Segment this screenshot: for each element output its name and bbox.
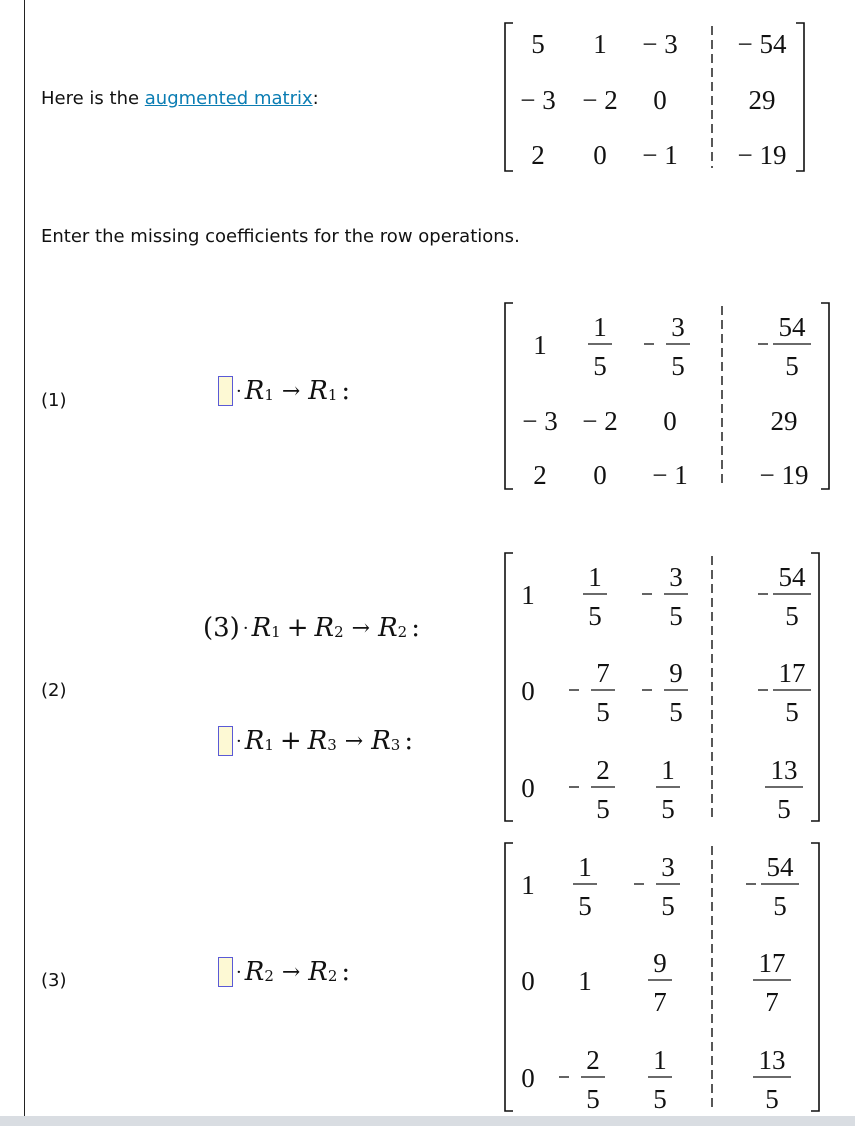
matrix-value: − 3 [642,29,678,59]
matrix-value: 0 [593,460,607,490]
step-1-matrix [503,302,833,490]
intro-text [41,88,319,109]
matrix-cell [521,773,535,803]
matrix-value: − 1 [652,460,688,490]
fraction-numerator: 3 [661,852,675,882]
instruction-text: Enter the missing coefficients for the row operations. [41,226,520,247]
plus-sign: + [286,613,309,643]
fraction-numerator: 1 [593,312,607,342]
right-bracket [821,303,829,489]
fraction-denominator: 5 [785,601,799,631]
row-index: 1 [271,623,281,641]
matrix-value: − 3 [522,406,558,436]
row-index: 2 [334,623,344,641]
matrix-row [521,1045,791,1114]
step-1-label: (1) [41,390,67,411]
matrix-cell [521,676,535,706]
row-symbol: R [251,613,272,643]
fraction-numerator: 17 [778,658,806,688]
matrix-cell [738,29,787,59]
left-bracket [505,303,513,489]
matrix-cell [593,460,607,490]
matrix-value: − 2 [582,406,618,436]
matrix-cell [588,312,612,381]
fraction-denominator: 5 [785,351,799,381]
matrix-cell [765,755,803,824]
matrix-cell [521,1063,535,1093]
fraction-numerator: 3 [671,312,685,342]
fraction-numerator: 1 [578,852,592,882]
step-2-operation-b: · R $_1$ + R $_3$ → R $_3$ : [218,726,413,756]
matrix-value: 1 [521,870,535,900]
left-bracket [505,23,513,171]
step-3-coefficient-input[interactable] [218,957,233,987]
matrix-value: − 19 [737,140,787,170]
matrix-cell [573,852,597,921]
matrix-cell [583,562,607,631]
matrix-cell [758,562,811,631]
fraction-numerator: 54 [766,852,794,882]
matrix-cell [653,85,667,115]
matrix-cell [578,966,592,996]
fraction-numerator: 13 [758,1045,786,1075]
operation-colon: : [411,613,420,643]
fraction-denominator: 5 [671,351,685,381]
matrix-value: − 3 [520,85,556,115]
matrix-cell [642,29,677,59]
matrix-cell [531,29,545,59]
bottom-scroll-area [0,1116,855,1126]
matrix-cell [644,312,690,381]
operation-colon: : [341,957,351,987]
row-index: 1 [327,386,338,404]
matrix-row [521,658,811,727]
fraction-denominator: 5 [596,697,610,727]
row-index: 3 [327,736,337,754]
matrix-value: − 19 [759,460,809,490]
step-3-matrix [503,842,823,1112]
step-2-label: (2) [41,680,67,701]
step-1-coefficient-input[interactable] [218,376,233,406]
step-3-label: (3) [41,970,67,991]
matrix-cell [569,755,615,824]
intro-suffix: : [312,88,319,109]
fraction-denominator: 5 [596,794,610,824]
step-2-coefficient-value: (3) [203,613,240,643]
matrix-cell [521,870,535,900]
fraction-numerator: 9 [669,658,683,688]
matrix-cell [753,1045,791,1114]
fraction-denominator: 7 [765,987,779,1017]
matrix-row [521,755,803,824]
fraction-denominator: 5 [765,1084,779,1114]
row-index: 2 [264,967,274,985]
fraction-numerator: 1 [661,755,675,785]
step-3-operation: · R $_2$ → R $_2$ : [218,957,350,987]
fraction-numerator: 2 [586,1045,600,1075]
row-symbol: R [244,726,265,756]
matrix-row [531,140,786,170]
operation-colon: : [341,376,351,406]
matrix-value: − 1 [642,140,678,170]
row-symbol: R [308,376,328,406]
matrix-cell [533,330,547,360]
matrix-value: 2 [533,460,547,490]
fraction-denominator: 5 [669,697,683,727]
left-bracket [505,553,513,821]
step-1-operation: · R $_1$ → R $_1$ : [218,376,350,406]
right-bracket [796,23,804,171]
matrix-value: 1 [521,580,535,610]
matrix-value: 0 [521,676,535,706]
fraction-denominator: 7 [653,987,667,1017]
matrix-value: − 2 [582,85,618,115]
fraction-denominator: 5 [578,891,592,921]
matrix-cell [522,406,557,436]
matrix-row [521,948,791,1017]
matrix-cell [738,140,787,170]
matrix-value: 1 [593,29,607,59]
fraction-numerator: 1 [588,562,602,592]
matrix-cell [520,85,555,115]
matrix-row [522,406,797,436]
matrix-cell [648,1045,672,1114]
matrix-value: 0 [663,406,677,436]
matrix-row [531,29,787,59]
matrix-cell [582,406,617,436]
fraction-denominator: 5 [661,891,675,921]
step-2-matrix [503,552,823,822]
matrix-cell [746,852,799,921]
matrix-cell [652,460,687,490]
fraction-numerator: 17 [758,948,786,978]
matrix-cell [642,562,688,631]
fraction-denominator: 5 [785,697,799,727]
matrix-cell [648,948,672,1017]
matrix-cell [531,140,545,170]
fraction-denominator: 5 [661,794,675,824]
matrix-value: 0 [521,1063,535,1093]
matrix-value: − 54 [737,29,787,59]
matrix-row [533,312,811,381]
matrix-cell [593,140,607,170]
matrix-cell [656,755,680,824]
fraction-numerator: 7 [596,658,610,688]
matrix-row [521,562,811,631]
row-symbol: R [244,376,265,406]
matrix-value: 5 [531,29,545,59]
plus-sign: + [279,726,302,756]
matrix-cell [758,658,811,727]
matrix-value: 29 [770,406,798,436]
matrix-value: 0 [521,773,535,803]
content-left-border [24,0,25,1116]
step-2-operation-a: (3) · R $_1$ + R $_2$ → R $_2$ : [203,613,420,643]
fraction-denominator: 5 [653,1084,667,1114]
matrix-cell [593,29,607,59]
matrix-cell [569,658,615,727]
matrix-value: 1 [578,966,592,996]
matrix-cell [521,580,535,610]
step-2-coefficient-input[interactable] [218,726,233,756]
row-index: 3 [390,736,401,754]
matrix-value: 0 [593,140,607,170]
matrix-cell [663,406,677,436]
operation-colon: : [404,726,414,756]
matrix-row [520,85,775,115]
row-index: 1 [264,736,274,754]
matrix-cell [582,85,617,115]
matrix-cell [771,406,798,436]
matrix-cell [634,852,680,921]
fraction-denominator: 5 [773,891,787,921]
matrix-value: 0 [521,966,535,996]
matrix-cell [521,966,535,996]
augmented-matrix [503,22,808,172]
augmented-matrix-link[interactable]: augmented matrix [144,88,313,109]
fraction-denominator: 5 [586,1084,600,1114]
fraction-denominator: 5 [588,601,602,631]
matrix-cell [642,658,688,727]
left-bracket [505,843,513,1111]
matrix-value: 2 [531,140,545,170]
matrix-cell [642,140,677,170]
right-bracket [811,553,819,821]
matrix-cell [559,1045,605,1114]
row-symbol: R [314,613,335,643]
fraction-numerator: 2 [596,755,610,785]
fraction-numerator: 9 [653,948,667,978]
row-symbol: R [244,957,265,987]
fraction-numerator: 54 [778,562,806,592]
matrix-value: 29 [748,85,776,115]
row-index: 2 [327,967,338,985]
intro-prefix: Here is the [41,88,145,109]
matrix-cell [760,460,809,490]
fraction-numerator: 3 [669,562,683,592]
fraction-numerator: 1 [653,1045,667,1075]
matrix-value: 0 [653,85,667,115]
row-symbol: R [307,726,328,756]
matrix-cell [753,948,791,1017]
matrix-cell [749,85,776,115]
fraction-denominator: 5 [777,794,791,824]
row-index: 1 [264,386,274,404]
matrix-row [521,852,799,921]
fraction-numerator: 54 [778,312,806,342]
row-symbol: R [371,726,391,756]
right-bracket [811,843,819,1111]
matrix-cell [533,460,547,490]
row-symbol: R [308,957,328,987]
row-index: 2 [397,623,408,641]
matrix-value: 1 [533,330,547,360]
fraction-denominator: 5 [593,351,607,381]
fraction-denominator: 5 [669,601,683,631]
matrix-cell [758,312,811,381]
row-symbol: R [378,613,398,643]
fraction-numerator: 13 [770,755,798,785]
matrix-row [533,460,808,490]
